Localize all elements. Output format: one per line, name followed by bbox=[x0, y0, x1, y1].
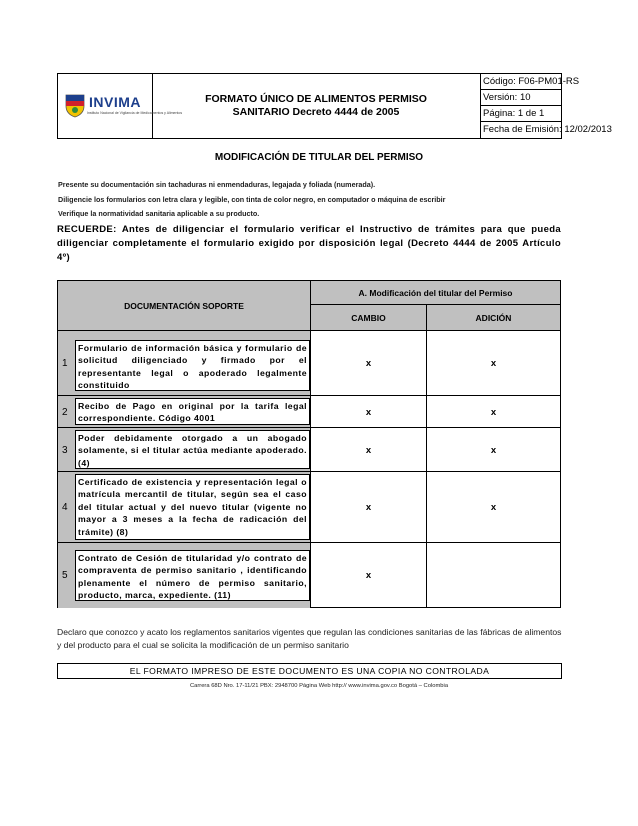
colombia-shield-icon bbox=[63, 92, 87, 118]
uncontrolled-copy-notice: EL FORMATO IMPRESO DE ESTE DOCUMENTO ES UNA COPIA NO CONTROLADA bbox=[57, 663, 562, 679]
table-row bbox=[58, 542, 560, 608]
footer-address: Carrera 68D Nro. 17-11/21 PBX: 2948700 Página Web http:// www.invima.gov.co Bogotá – Colombia bbox=[189, 683, 449, 689]
codigo-field: Código: F06-PM01-RS bbox=[480, 74, 562, 90]
adicion-mark: x bbox=[490, 357, 497, 369]
row-number: 4 bbox=[62, 502, 68, 513]
table-row bbox=[58, 395, 560, 428]
row-number: 1 bbox=[62, 357, 68, 369]
cambio-mark: x bbox=[311, 396, 427, 428]
table-row bbox=[58, 427, 560, 472]
row-description: Poder debidamente otorgado a un abogado solamente, si el titular actúa mediante apoderado. (4) bbox=[75, 430, 310, 469]
instruction-note-3: Verifique la normatividad sanitaria aplicable a su producto. bbox=[58, 209, 260, 218]
pagina-field: Página: 1 de 1 bbox=[480, 106, 562, 122]
instruction-note-1: Presente su documentación sin tachaduras ni enmendaduras, legajada y foliada (numerada). bbox=[58, 180, 376, 189]
table-row bbox=[58, 471, 560, 543]
form-title-line1: FORMATO ÚNICO DE ALIMENTOS PERMISO bbox=[205, 93, 427, 105]
fecha-emision-field: Fecha de Emisión: 12/02/2013 bbox=[483, 124, 612, 135]
row-number: 3 bbox=[62, 444, 68, 456]
cambio-mark: x bbox=[311, 428, 427, 472]
row-description: Formulario de información básica y formulario de solicitud diligenciado y firmado por el representante legal o apoderado legalmente constituido bbox=[75, 340, 310, 391]
table-row bbox=[58, 331, 560, 395]
row-number: 2 bbox=[62, 406, 68, 418]
adicion-mark: x bbox=[490, 406, 497, 418]
cambio-mark: x bbox=[311, 331, 427, 395]
cambio-mark: x bbox=[311, 543, 427, 608]
logo-wordmark: INVIMA bbox=[89, 94, 141, 110]
form-title-line2: SANITARIO Decreto 4444 de 2005 bbox=[232, 106, 400, 118]
declaration-text: Declaro que conozco y acato los reglamentos sanitarios vigentes que regulan las condiciones sanitarias de las fábricas de alimentos y del producto para el cual se solicita la modificación de un permiso sanitario bbox=[57, 627, 562, 650]
remember-notice: RECUERDE: Antes de diligenciar el formulario verificar el Instructivo de trámites para que pueda diligenciar completamente el formulario exigido por disposición legal (Decreto 4444 de 2005 Artículo 4º) bbox=[57, 224, 561, 263]
invima-logo bbox=[63, 92, 183, 118]
logo-cell bbox=[58, 74, 183, 138]
row-description: Certificado de existencia y representación legal o matrícula mercantil de titular, según sea el caso del titular actual y del nuevo titular (vigente no mayor a 3 meses a la fecha de radicación del trámite) (8) bbox=[75, 474, 310, 540]
row-number: 5 bbox=[62, 570, 68, 581]
row-description: Contrato de Cesión de titularidad y/o contrato de compraventa de permiso sanitario , identificando plenamente el número de permiso sanitario, producto, marca, expediente. (11) bbox=[75, 550, 310, 601]
version-field: Versión: 10 bbox=[480, 90, 562, 106]
row-description: Recibo de Pago en original por la tarifa legal correspondiente. Código 4001 bbox=[75, 398, 310, 425]
logo-subtitle: Instituto Nacional de Vigilancia de Medicamentos y Alimentos bbox=[87, 111, 183, 115]
form-title bbox=[152, 74, 481, 138]
section-title: MODIFICACIÓN DE TITULAR DEL PERMISO bbox=[214, 152, 424, 163]
adicion-header: ADICIÓN bbox=[427, 305, 560, 331]
adicion-mark bbox=[427, 543, 560, 608]
header-table bbox=[57, 73, 612, 139]
instruction-note-2: Diligencie los formularios con letra clara y legible, con tinta de color negro, en computador o máquina de escribir bbox=[58, 195, 446, 204]
cambio-header: CAMBIO bbox=[311, 305, 427, 331]
cambio-mark: x bbox=[311, 472, 427, 543]
documentation-table bbox=[57, 280, 561, 608]
adicion-mark: x bbox=[490, 444, 497, 456]
doc-support-header: DOCUMENTACIÓN SOPORTE bbox=[58, 281, 311, 331]
adicion-mark: x bbox=[490, 502, 497, 513]
section-a-header: A. Modificación del titular del Permiso bbox=[311, 281, 560, 305]
